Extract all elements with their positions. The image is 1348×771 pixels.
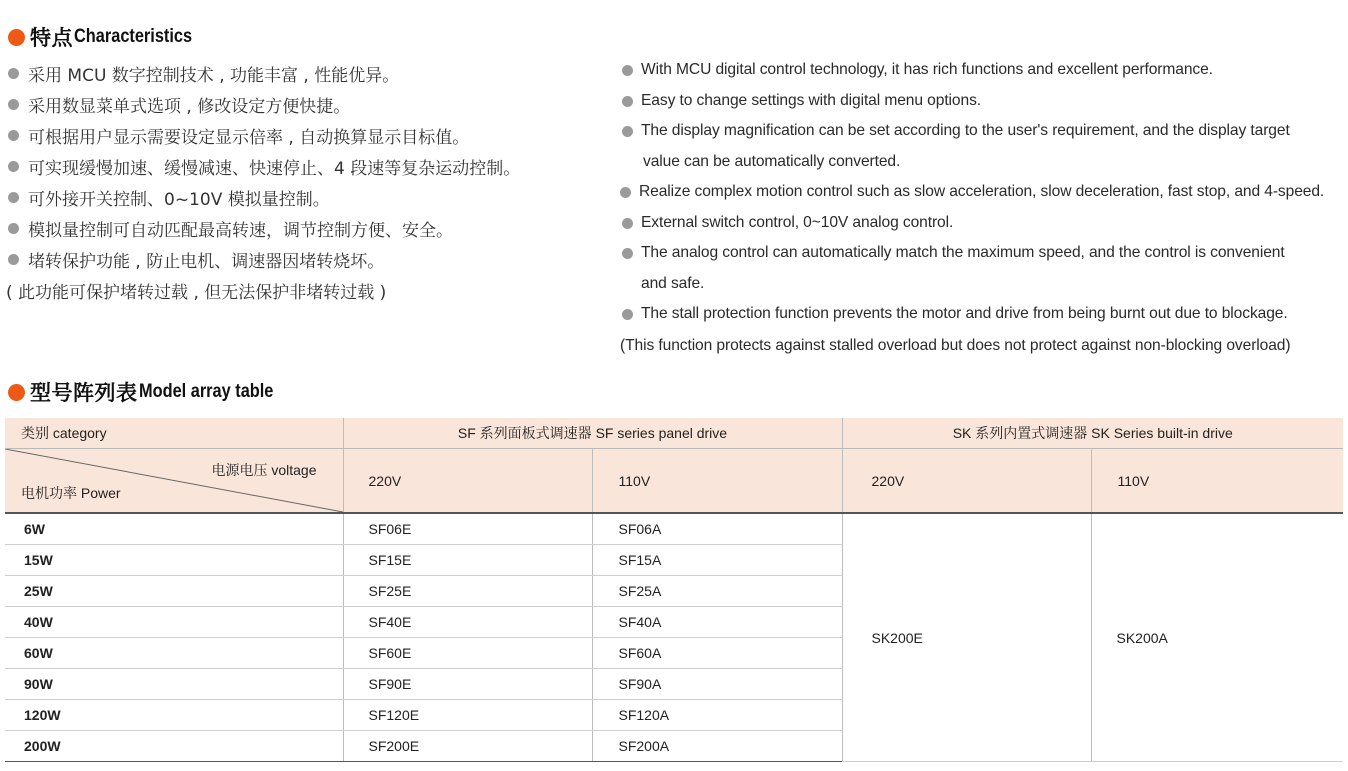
model-cell: SF15E (343, 545, 592, 576)
power-cell: 25W (5, 576, 343, 607)
list-item: 模拟量控制可自动匹配最高转速，调节控制方便、安全。 (6, 213, 606, 244)
category-header: 类别 category (5, 418, 343, 449)
bullet-icon (8, 161, 19, 172)
bullet-icon (622, 65, 633, 76)
model-table-heading (8, 377, 295, 407)
model-table-title-en: Model array table (138, 381, 273, 402)
bullet-icon (620, 187, 631, 198)
list-item: 采用数显菜单式选项 , 修改设定方便快捷。 (6, 89, 606, 120)
model-cell: SF90E (343, 669, 592, 700)
model-cell: SF25A (592, 576, 842, 607)
voltage-header: 110V (1091, 449, 1343, 514)
voltage-header: 220V (842, 449, 1091, 514)
orange-dot-icon (8, 29, 25, 46)
model-cell: SF06E (343, 513, 592, 545)
sf-series-header: SF 系列面板式调速器 SF series panel drive (343, 418, 842, 449)
power-cell: 6W (5, 513, 343, 545)
model-cell: SF200A (592, 731, 842, 762)
characteristics-list-en (620, 55, 1348, 361)
orange-dot-icon (8, 384, 25, 401)
power-cell: 15W (5, 545, 343, 576)
list-item: With MCU digital control technology, it has rich functions and excellent performance. (620, 55, 1348, 86)
en-note: (This function protects against stalled overload but does not protect against non-blocking overload) (620, 336, 1291, 354)
bullet-icon (8, 130, 19, 141)
model-cell: SF90A (592, 669, 842, 700)
sk-series-header: SK 系列内置式调速器 SK Series built-in drive (842, 418, 1343, 449)
model-cell: SF40A (592, 607, 842, 638)
list-item: The analog control can automatically match the maximum speed, and the control is convenient and safe. (620, 238, 1348, 299)
list-item: 可实现缓慢加速、缓慢减速、快速停止、4 段速等复杂运动控制。 (6, 151, 606, 182)
list-item: The stall protection function prevents the motor and drive from being burnt out due to blockage. (620, 299, 1348, 330)
bullet-icon (8, 99, 19, 110)
characteristics-list-zh (6, 58, 606, 306)
bullet-icon (8, 192, 19, 203)
model-table-title-zh: 型号阵列表 (30, 381, 138, 405)
sk-110v-model-cell: SK200A (1091, 513, 1343, 762)
power-cell: 90W (5, 669, 343, 700)
bullet-icon (622, 218, 633, 229)
zh-note: ( 此功能可保护堵转过载 , 但无法保护非堵转过载 ) (6, 283, 387, 303)
voltage-label: 电源电压 voltage (211, 462, 317, 478)
list-item: 可外接开关控制、0~10V 模拟量控制。 (6, 182, 606, 213)
model-cell: SF200E (343, 731, 592, 762)
table-voltage-row (5, 449, 1343, 514)
characteristics-heading (8, 22, 211, 52)
power-cell: 40W (5, 607, 343, 638)
list-item: 采用 MCU 数字控制技术 , 功能丰富 , 性能优异。 (6, 58, 606, 89)
voltage-header: 220V (343, 449, 592, 514)
table-header-row (5, 418, 1343, 449)
power-label: 电机功率 Power (21, 485, 121, 501)
list-item: 堵转保护功能 , 防止电机、调速器因堵转烧坏。 (6, 244, 606, 275)
list-item: External switch control, 0~10V analog control. (620, 208, 1348, 239)
model-cell: SF25E (343, 576, 592, 607)
bullet-icon (8, 254, 19, 265)
power-cell: 120W (5, 700, 343, 731)
bullet-icon (8, 68, 19, 79)
diagonal-header-cell (5, 449, 343, 514)
power-cell: 60W (5, 638, 343, 669)
list-item: 可根据用户显示需要设定显示倍率 , 自动换算显示目标值。 (6, 120, 606, 151)
bullet-icon (622, 309, 633, 320)
voltage-header: 110V (592, 449, 842, 514)
model-cell: SF40E (343, 607, 592, 638)
sk-220v-model-cell: SK200E (842, 513, 1091, 762)
model-cell: SF120E (343, 700, 592, 731)
bullet-icon (622, 96, 633, 107)
characteristics-title-zh: 特点 (30, 26, 73, 50)
characteristics-title-en: Characteristics (74, 26, 193, 47)
list-item: Realize complex motion control such as slow acceleration, slow deceleration, fast stop, and 4-speed. (618, 177, 1348, 208)
table-row (5, 513, 1343, 545)
model-array-table (5, 418, 1343, 762)
list-item: The display magnification can be set according to the user's requirement, and the display target value can be automatically converted. (620, 116, 1348, 177)
model-cell: SF60E (343, 638, 592, 669)
bullet-icon (622, 126, 633, 137)
model-cell: SF120A (592, 700, 842, 731)
model-cell: SF06A (592, 513, 842, 545)
bullet-icon (622, 248, 633, 259)
model-cell: SF60A (592, 638, 842, 669)
power-cell: 200W (5, 731, 343, 762)
list-item: Easy to change settings with digital menu options. (620, 86, 1348, 117)
model-cell: SF15A (592, 545, 842, 576)
bullet-icon (8, 223, 19, 234)
